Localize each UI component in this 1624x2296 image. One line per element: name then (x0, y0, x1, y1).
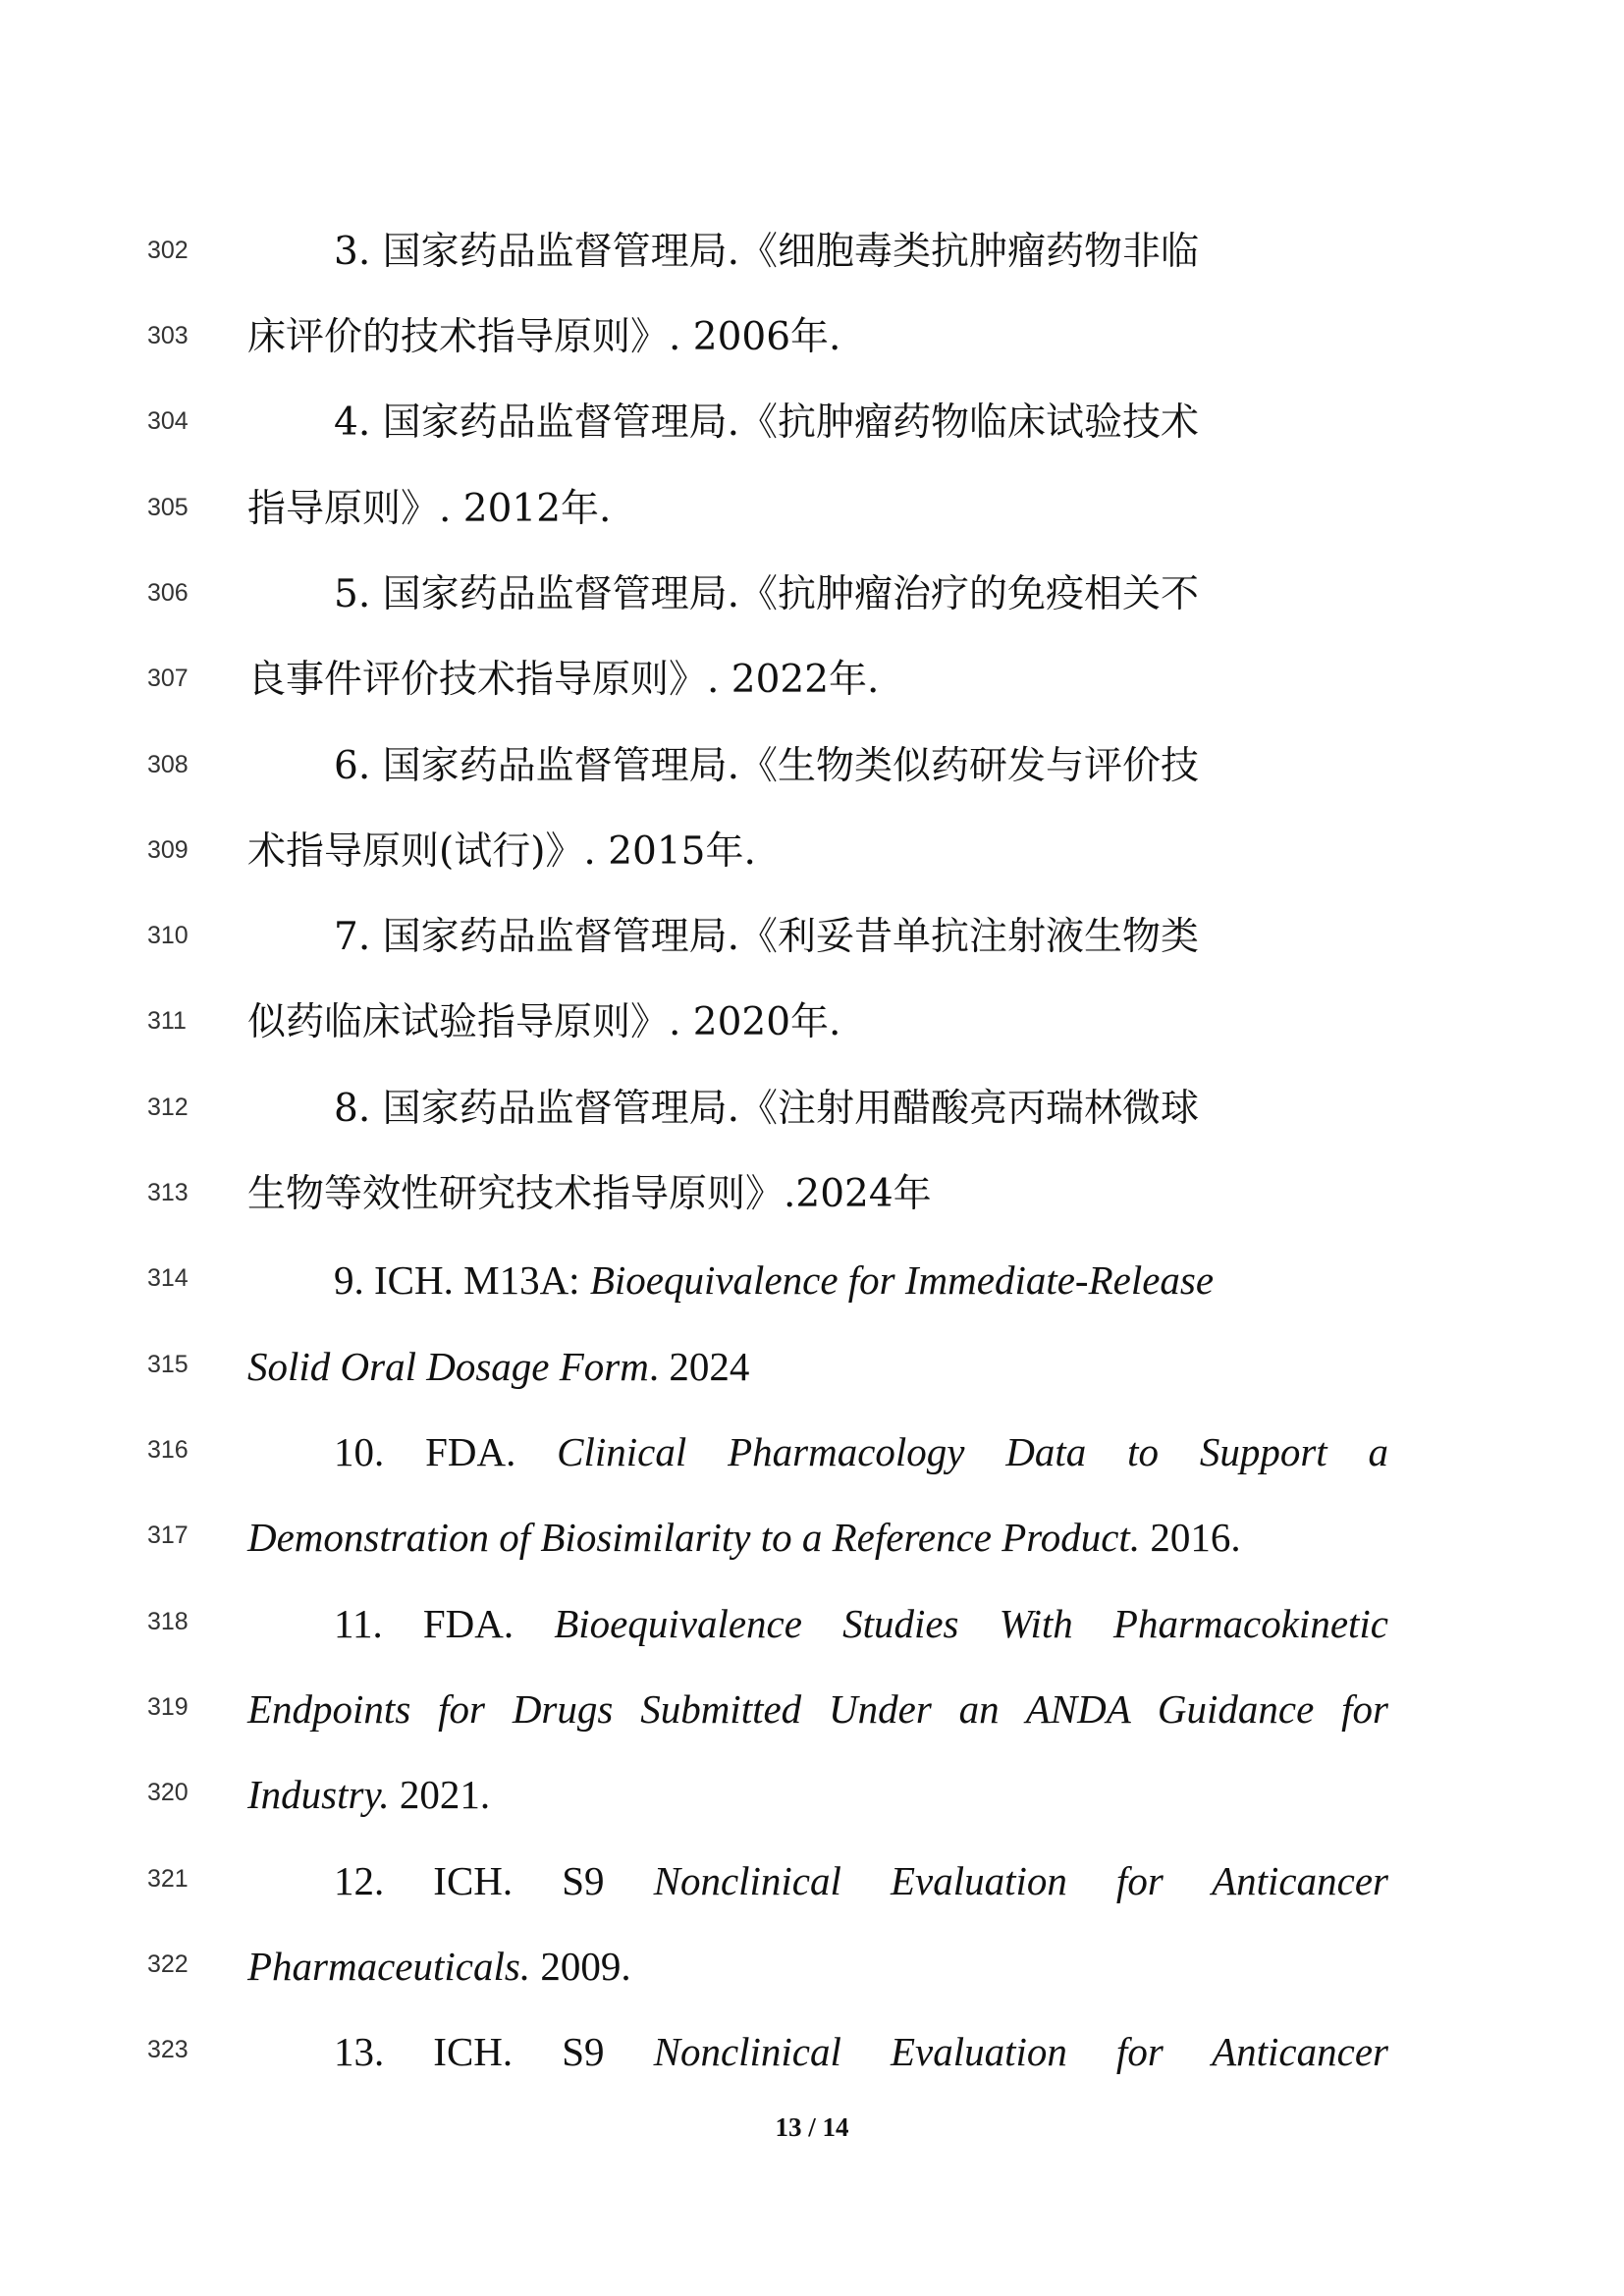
text-line (0, 984, 1624, 1069)
line-number: 306 (147, 579, 189, 607)
text-line (0, 813, 1624, 898)
line-text: 4. 国家药品监督管理局.《抗肿瘤药物临床试验技术 (334, 400, 1200, 445)
text-line (0, 384, 1624, 469)
line-text: Endpoints for Drugs Submitted Under an ANDA Guidance for (247, 1686, 1388, 1732)
line-number: 308 (147, 751, 189, 778)
line-number: 322 (147, 1950, 189, 1978)
line-text: 7. 国家药品监督管理局.《利妥昔单抗注射液生物类 (334, 915, 1200, 959)
line-number: 304 (147, 407, 189, 435)
line-number: 311 (147, 1007, 187, 1035)
line-number: 317 (147, 1522, 189, 1549)
line-number: 315 (147, 1351, 189, 1378)
line-text: 似药临床试验指导原则》. 2020年. (247, 1000, 841, 1044)
text-line (0, 1755, 1624, 1841)
text-line (0, 1584, 1624, 1670)
text-line (0, 1070, 1624, 1155)
text-line (0, 470, 1624, 556)
text-line (0, 727, 1624, 813)
line-number: 302 (147, 237, 189, 264)
line-text: Industry. 2021. (247, 1772, 491, 1817)
line-text: 良事件评价技术指导原则》. 2022年. (247, 658, 880, 702)
line-number: 320 (147, 1779, 189, 1806)
line-text: 13. ICH. S9 Nonclinical Evaluation for Anticancer (334, 2029, 1388, 2074)
text-line (0, 1241, 1624, 1326)
line-text: 指导原则》. 2012年. (247, 487, 612, 531)
line-number: 312 (147, 1094, 189, 1121)
line-text: Solid Oral Dosage Form. 2024 (247, 1344, 750, 1389)
line-number: 313 (147, 1179, 189, 1206)
line-text: 生物等效性研究技术指导原则》.2024年 (247, 1172, 932, 1216)
line-number: 305 (147, 494, 189, 521)
line-text: 9. ICH. M13A: Bioequivalence for Immediate-Release (334, 1257, 1215, 1303)
text-line (0, 1155, 1624, 1241)
text-line (0, 1413, 1624, 1498)
line-text: Demonstration of Biosimilarity to a Reference Product. 2016. (247, 1515, 1241, 1560)
text-line (0, 1498, 1624, 1583)
line-number: 319 (147, 1693, 189, 1721)
text-line (0, 1927, 1624, 2012)
line-text: 术指导原则(试行)》. 2015年. (247, 829, 756, 874)
line-number: 314 (147, 1264, 189, 1292)
line-number: 318 (147, 1608, 189, 1635)
text-line (0, 641, 1624, 726)
page-number: 13 / 14 (775, 2112, 849, 2142)
line-number: 309 (147, 836, 189, 864)
text-line (0, 213, 1624, 298)
line-text: 6. 国家药品监督管理局.《生物类似药研发与评价技 (334, 744, 1200, 788)
line-number: 307 (147, 665, 189, 692)
line-text: 12. ICH. S9 Nonclinical Evaluation for Anticancer (334, 1858, 1388, 1903)
line-text: Pharmaceuticals. 2009. (247, 1944, 631, 1989)
text-line (0, 898, 1624, 984)
text-line (0, 2012, 1624, 2098)
line-text: 5. 国家药品监督管理局.《抗肿瘤治疗的免疫相关不 (334, 572, 1200, 616)
line-text: 10. FDA. Clinical Pharmacology Data to Support a (334, 1429, 1388, 1474)
text-line (0, 1327, 1624, 1413)
text-line (0, 556, 1624, 641)
line-number: 321 (147, 1865, 189, 1893)
line-number: 316 (147, 1436, 189, 1464)
line-text: 8. 国家药品监督管理局.《注射用醋酸亮丙瑞林微球 (334, 1087, 1200, 1131)
text-line (0, 1670, 1624, 1755)
line-number: 303 (147, 322, 189, 349)
line-number: 310 (147, 922, 189, 949)
line-text: 11. FDA. Bioequivalence Studies With Pharmacokinetic (334, 1601, 1389, 1646)
line-text: 床评价的技术指导原则》. 2006年. (247, 315, 841, 359)
text-line (0, 1842, 1624, 1927)
text-line (0, 298, 1624, 384)
line-number: 323 (147, 2036, 189, 2063)
line-text: 3. 国家药品监督管理局.《细胞毒类抗肿瘤药物非临 (334, 230, 1200, 274)
